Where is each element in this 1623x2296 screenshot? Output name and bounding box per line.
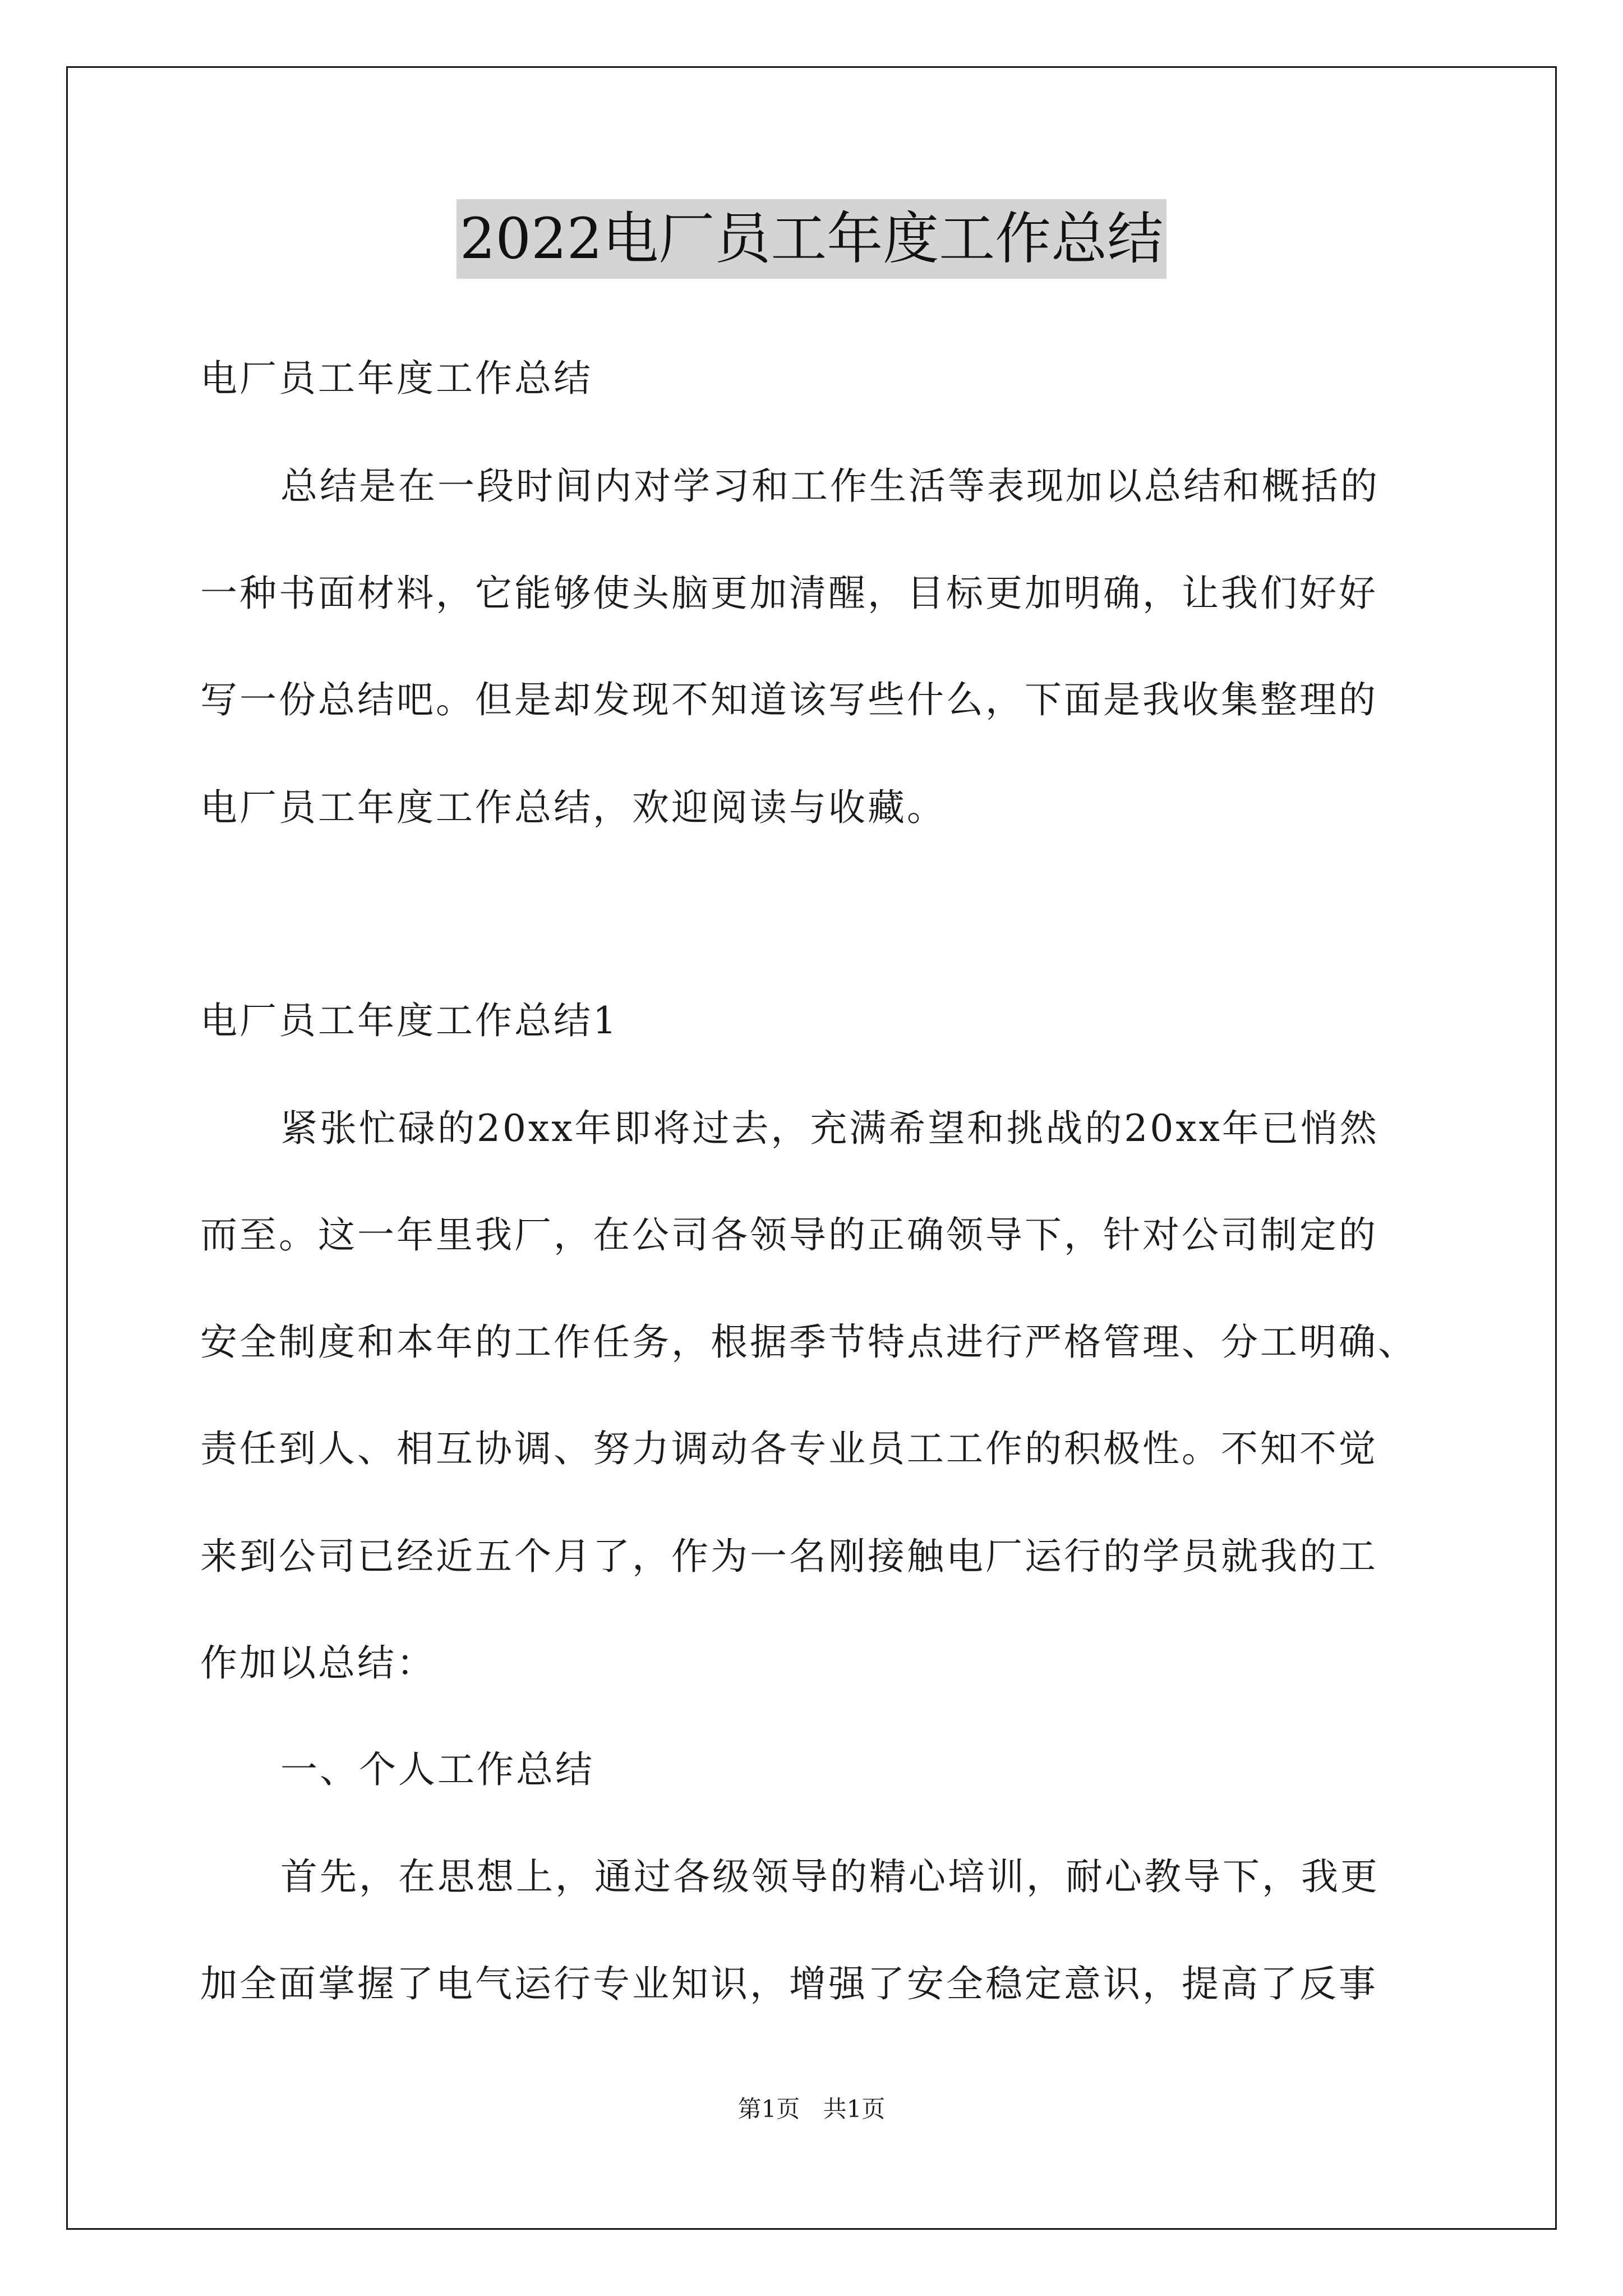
page-total: 共1页 bbox=[823, 2095, 886, 2123]
subtitle-line: 电厂员工年度工作总结 bbox=[200, 357, 593, 400]
paragraph-line: 加全面掌握了电气运行专业知识，增强了安全稳定意识，提高了反事 bbox=[200, 1962, 1378, 2005]
paragraph-line: 电厂员工年度工作总结，欢迎阅读与收藏。 bbox=[200, 786, 946, 829]
paragraph-line: 一种书面材料，它能够使头脑更加清醒，目标更加明确，让我们好好 bbox=[200, 572, 1378, 615]
paragraph-line: 安全制度和本年的工作任务，根据季节特点进行严格管理、分工明确、 bbox=[200, 1320, 1417, 1364]
paragraph-line: 而至。这一年里我厂，在公司各领导的正确领导下，针对公司制定的 bbox=[200, 1213, 1378, 1257]
paragraph-line: 总结是在一段时间内对学习和工作生活等表现加以总结和概括的 bbox=[280, 464, 1380, 508]
paragraph-line: 来到公司已经近五个月了，作为一名刚接触电厂运行的学员就我的工 bbox=[200, 1535, 1378, 1578]
paragraph-line: 紧张忙碌的20xx年即将过去，充满希望和挑战的20xx年已悄然 bbox=[280, 1107, 1379, 1150]
subsection-heading: 一、个人工作总结 bbox=[280, 1748, 594, 1791]
paragraph-line: 责任到人、相互协调、努力调动各专业员工工作的积极性。不知不觉 bbox=[200, 1427, 1378, 1470]
page-number: 第1页 bbox=[737, 2095, 800, 2123]
page-footer bbox=[0, 2092, 1623, 2126]
paragraph-line: 作加以总结： bbox=[200, 1641, 436, 1685]
paragraph-line: 首先，在思想上，通过各级领导的精心培训，耐心教导下，我更 bbox=[280, 1855, 1380, 1898]
section-heading: 电厂员工年度工作总结1 bbox=[200, 999, 619, 1042]
paragraph-line: 写一份总结吧。但是却发现不知道该写些什么，下面是我收集整理的 bbox=[200, 678, 1378, 721]
title-container bbox=[0, 199, 1623, 279]
document-title: 2022电厂员工年度工作总结 bbox=[457, 199, 1167, 279]
